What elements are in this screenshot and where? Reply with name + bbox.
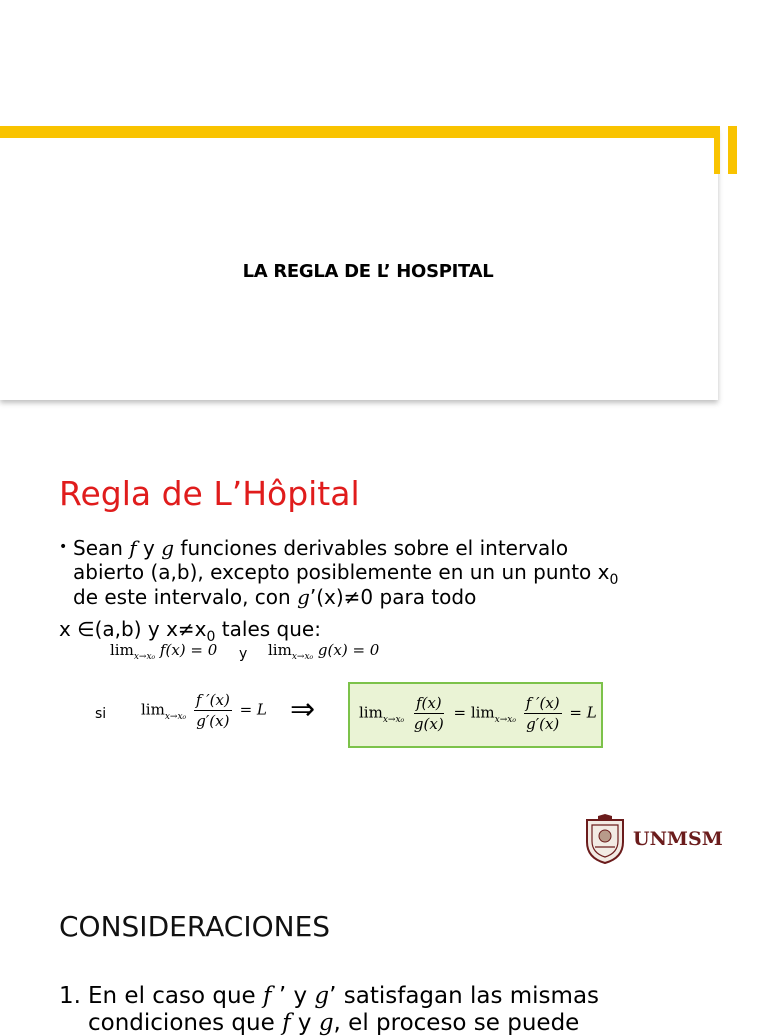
limit-f-formula: $\lim_{x\to x_0} f(x) = 0$ [110,641,218,662]
conclusion-fraction-2: $\frac{f '(x)}{g'(x)}$ [525,694,560,733]
bullet-icon: • [59,539,68,555]
accent-bar [0,126,718,138]
hypothesis-fraction: $\frac{f '(x)}{g'(x)}$ [195,691,230,730]
accent-tab [728,126,737,174]
paragraph-line-2: abierto (a,b), excepto posiblemente en un un punto $x_0$ [73,560,619,588]
and-label: y [239,646,248,662]
limit-g-formula: $\lim_{x\to x_0} g(x) = 0$ [268,641,380,662]
conclusion-formula: $\lim_{x\to x_0}$ $\frac{f(x)}{g(x)}$ = $\lim_{x\to x_0}$ $\frac{f '(x)}{g'(x)}$ = L [359,694,597,733]
list-item-line-1: En el caso que f ’ y g’ satisfagan las mismas [88,983,600,1009]
unmsm-logo-text: UNMSM [633,828,723,850]
slide-title: LA REGLA DE L’ HOSPITAL [242,261,494,282]
hypothesis-formula: $\lim_{x\to x_0}$ $\frac{f '(x)}{g'(x)}$ = L [141,691,267,730]
si-label: si [95,706,107,722]
university-seal-icon [583,814,627,864]
rule-heading: Regla de L’Hôpital [59,474,360,513]
implies-icon: ⇒ [290,692,316,727]
list-item-number: 1. [59,983,81,1009]
paragraph-line-3: de este intervalo, con g’(x)≠0 para todo [73,585,477,609]
list-item-line-2: condiciones que f y g, el proceso se puede [88,1010,580,1036]
conclusion-box [348,682,603,748]
paragraph-line-1: Sean f y g funciones derivables sobre el intervalo [73,536,569,560]
considerations-heading: CONSIDERACIONES [59,910,331,943]
paragraph-line-4: x ∈(a,b) y $x\ne x_0$ tales que: [59,617,321,645]
accent-bar-drop [714,126,720,174]
conclusion-fraction-1: $\frac{f(x)}{g(x)}$ [413,694,444,733]
